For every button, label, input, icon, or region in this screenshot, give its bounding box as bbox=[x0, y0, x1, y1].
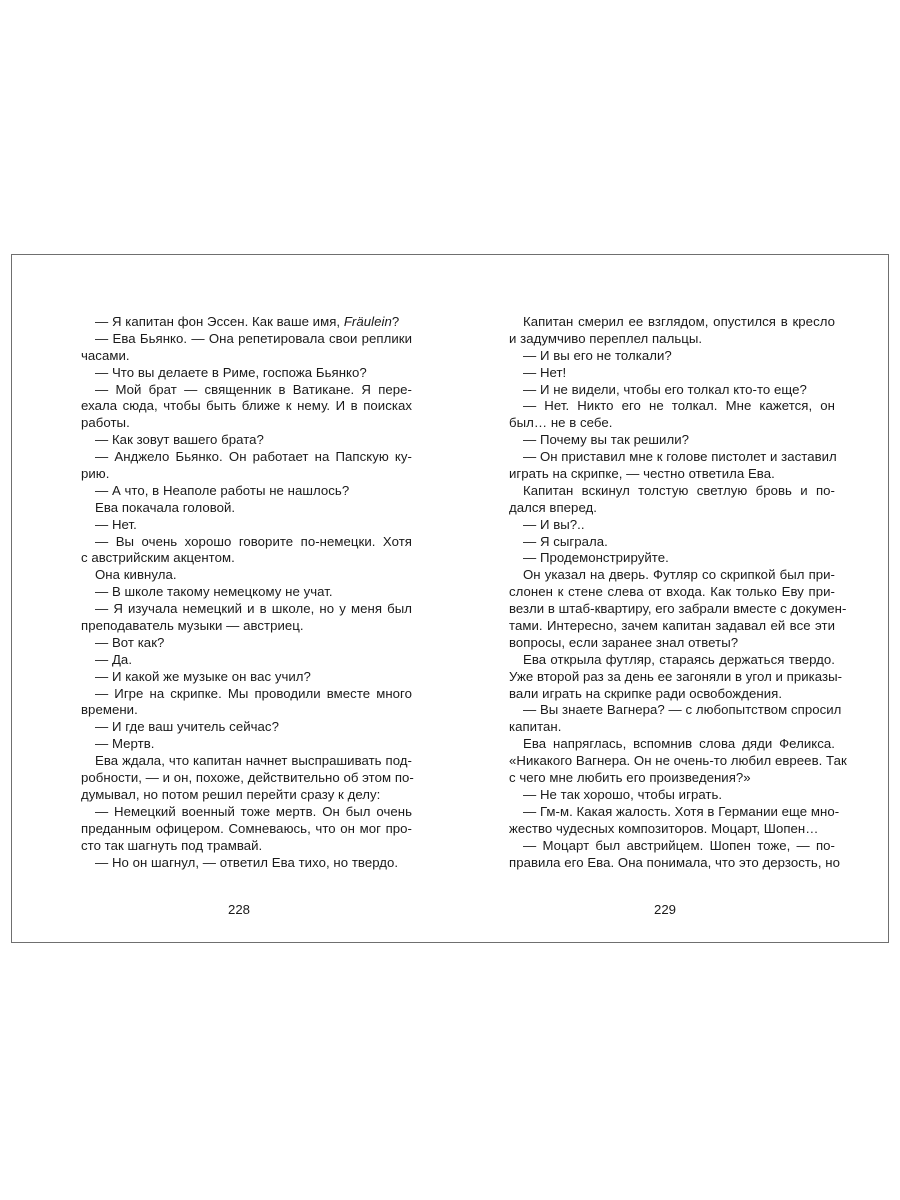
text-line: робности, — и он, похоже, действительно об этом по- bbox=[81, 770, 414, 786]
text-line: рию. bbox=[81, 466, 110, 482]
text-line: — Я сыграла. bbox=[523, 533, 608, 549]
text-line: Ева ждала, что капитан начнет выспрашивать под- bbox=[95, 753, 412, 769]
page-number-left: 228 bbox=[228, 902, 251, 917]
text-line: — Почему вы так решили? bbox=[523, 432, 690, 448]
text-line: жество чудесных композиторов. Моцарт, Шопен… bbox=[509, 820, 819, 836]
text-line: — Как зовут вашего брата? bbox=[95, 432, 264, 448]
text-line: — Мертв. bbox=[95, 736, 155, 752]
text-line: Ева открыла футляр, стараясь держаться твердо. bbox=[523, 651, 835, 667]
text-line: — Мой брат — священник в Ватикане. Я пере- bbox=[95, 381, 412, 397]
text-line: работы. bbox=[81, 415, 130, 431]
text-line: капитан. bbox=[509, 719, 562, 735]
text-line: — Я капитан фон Эссен. Как ваше имя, Fräulein? bbox=[95, 314, 400, 329]
text-line: — И вы его не толкали? bbox=[523, 347, 672, 363]
text-line: — Но он шагнул, — ответил Ева тихо, но твердо. bbox=[95, 854, 399, 870]
text-line: — Что вы делаете в Риме, госпожа Бьянко? bbox=[95, 364, 367, 380]
text-line: играть на скрипке, — честно ответила Ева. bbox=[509, 466, 775, 482]
text-line: Капитан смерил ее взглядом, опустился в кресло bbox=[523, 314, 835, 329]
text-line: — Вы знаете Вагнера? — с любопытством спросил bbox=[523, 702, 842, 718]
text-line: преданным офицером. Сомневаюсь, что он мог про- bbox=[81, 820, 412, 836]
text-line: вали играть на скрипке ради освобождения. bbox=[509, 685, 783, 701]
text-line: — И не видели, чтобы его толкал кто-то еще? bbox=[523, 381, 807, 397]
text-line: — И какой же музыке он вас учил? bbox=[95, 668, 311, 684]
text-line: — Ева Бьянко. — Она репетировала свои реплики bbox=[95, 330, 412, 346]
text-line: — Моцарт был австрийцем. Шопен тоже, — по- bbox=[523, 837, 835, 853]
text-line: — И вы?.. bbox=[523, 516, 585, 532]
text-line: — А что, в Неаполе работы не нашлось? bbox=[95, 482, 350, 498]
text-line: — Вы очень хорошо говорите по-немецки. Хотя bbox=[95, 533, 412, 549]
text-line: — Не так хорошо, чтобы играть. bbox=[523, 786, 723, 802]
text-line: — В школе такому немецкому не учат. bbox=[95, 584, 333, 600]
text-line: с чего мне любить его произведения?» bbox=[509, 770, 751, 786]
text-line: — И где ваш учитель сейчас? bbox=[95, 719, 279, 735]
text-line: Ева напряглась, вспомнив слова дяди Феликса. bbox=[523, 736, 835, 752]
text-line: — Немецкий военный тоже мертв. Он был очень bbox=[95, 803, 412, 819]
text-line: сто так шагнуть под трамвай. bbox=[81, 837, 263, 853]
text-line: Он указал на дверь. Футляр со скрипкой был при- bbox=[523, 567, 835, 583]
left-page-text bbox=[81, 314, 412, 871]
text-line: — Анджело Бьянко. Он работает на Папскую ку- bbox=[95, 449, 412, 465]
text-line: ехала сюда, чтобы быть ближе к нему. И в поисках bbox=[81, 398, 412, 414]
book-spread bbox=[11, 254, 889, 943]
text-line: с австрийским акцентом. bbox=[81, 550, 235, 566]
text-line: слонен к стене слева от входа. Как только Еву при- bbox=[509, 584, 835, 600]
text-line: Уже второй раз за день ее загоняли в угол и приказы- bbox=[509, 668, 843, 684]
text-line: — Он приставил мне к голове пистолет и заставил bbox=[523, 449, 837, 465]
text-line: — Игре на скрипке. Мы проводили вместе много bbox=[95, 685, 412, 701]
text-line: был… не в себе. bbox=[509, 415, 613, 431]
text-line: думывал, но потом решил перейти сразу к делу: bbox=[81, 786, 381, 802]
text-line: преподаватель музыки — австриец. bbox=[81, 618, 304, 634]
text-line: — Нет. Никто его не толкал. Мне кажется, он bbox=[523, 398, 835, 414]
text-line: Капитан вскинул толстую светлую бровь и по- bbox=[523, 482, 835, 498]
text-line: — Продемонстрируйте. bbox=[523, 550, 669, 566]
page-number-right: 229 bbox=[654, 902, 677, 917]
text-line: — Гм-м. Какая жалость. Хотя в Германии еще мно- bbox=[523, 803, 840, 819]
text-line: тами. Интересно, зачем капитан задавал ей все эти bbox=[509, 618, 835, 634]
text-line: и задумчиво переплел пальцы. bbox=[509, 330, 703, 346]
text-line: везли в штаб-квартиру, его забрали вместе с докумен- bbox=[509, 601, 847, 617]
text-line: времени. bbox=[81, 702, 138, 718]
text-line: — Нет! bbox=[523, 364, 567, 380]
text-line: дался вперед. bbox=[509, 499, 597, 515]
text-line: Она кивнула. bbox=[95, 567, 177, 583]
text-line: вопросы, если заранее знал ответы? bbox=[509, 634, 739, 650]
text-line: правила его Ева. Она понимала, что это дерзость, но bbox=[509, 854, 840, 870]
text-line: — Вот как? bbox=[95, 634, 165, 650]
text-line: «Никакого Вагнера. Он не очень-то любил евреев. Так bbox=[509, 753, 847, 769]
right-page-text bbox=[509, 314, 847, 871]
text-line: часами. bbox=[81, 347, 130, 363]
text-line: — Да. bbox=[95, 651, 133, 667]
text-line: — Нет. bbox=[95, 516, 137, 532]
text-line: — Я изучала немецкий и в школе, но у меня был bbox=[95, 601, 412, 617]
text-line: Ева покачала головой. bbox=[95, 499, 236, 515]
italic-word: Fräulein bbox=[343, 314, 392, 329]
